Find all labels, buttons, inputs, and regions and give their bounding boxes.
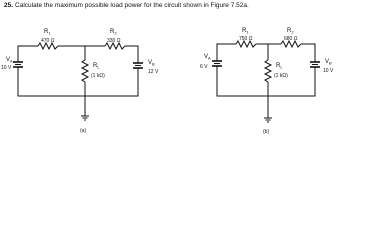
circuit-b-r2-name: $R_2$	[287, 28, 294, 35]
circuit-b-va-battery	[212, 61, 222, 66]
problem-text: Calculate the maximum possible load power for the circuit shown in Figure 7.52a.	[15, 2, 249, 9]
circuit-a-vb-name: $V_B$	[148, 60, 155, 67]
circuit-a-ground-icon	[81, 116, 89, 120]
circuit-a-r2-name: $R_2$	[110, 29, 117, 36]
circuit-a-r1-name: $R_1$	[44, 29, 51, 36]
circuit-b-vb-battery	[310, 62, 320, 67]
circuit-a-vb-battery	[133, 63, 143, 68]
circuit-b-r2-value: 680 Ω	[284, 36, 298, 42]
circuit-a-r2-value: 330 Ω	[107, 38, 121, 44]
circuit-a-va-value: 10 V	[1, 65, 12, 71]
circuit-b-rl-resistor	[265, 60, 271, 82]
circuit-b	[200, 28, 334, 135]
circuit-b-ground-icon	[264, 118, 272, 122]
circuit-a-rl-value: (1 kΩ)	[91, 73, 105, 79]
circuit-b-rl-value: (1 kΩ)	[274, 73, 288, 79]
circuit-b-caption: (b)	[263, 129, 270, 135]
circuit-a-r1-value: 470 Ω	[41, 38, 55, 44]
circuit-a-va-battery	[13, 62, 23, 67]
circuit-b-rl-name: $R_L$	[276, 63, 283, 70]
circuit-b-vb-value: 10 V	[323, 68, 334, 74]
circuit-b-va-name: $V_A$	[204, 54, 211, 61]
circuit-a-caption: (a)	[80, 128, 87, 134]
circuit-a-rl-name: $R_L$	[93, 63, 100, 70]
circuit-b-r1-name: $R_1$	[242, 28, 249, 35]
circuit-b-r1-value: 750 Ω	[239, 36, 253, 42]
circuit-a-wires	[18, 46, 138, 116]
circuit-b-va-value: 6 V	[200, 64, 208, 70]
circuit-a	[1, 29, 159, 134]
problem-number: 25.	[4, 2, 14, 9]
circuit-a-va-name: $V_A$	[6, 57, 13, 64]
circuit-a-vb-value: 12 V	[148, 69, 159, 75]
circuit-b-vb-name: $V_B$	[325, 59, 332, 66]
circuit-a-rl-resistor	[82, 60, 88, 82]
